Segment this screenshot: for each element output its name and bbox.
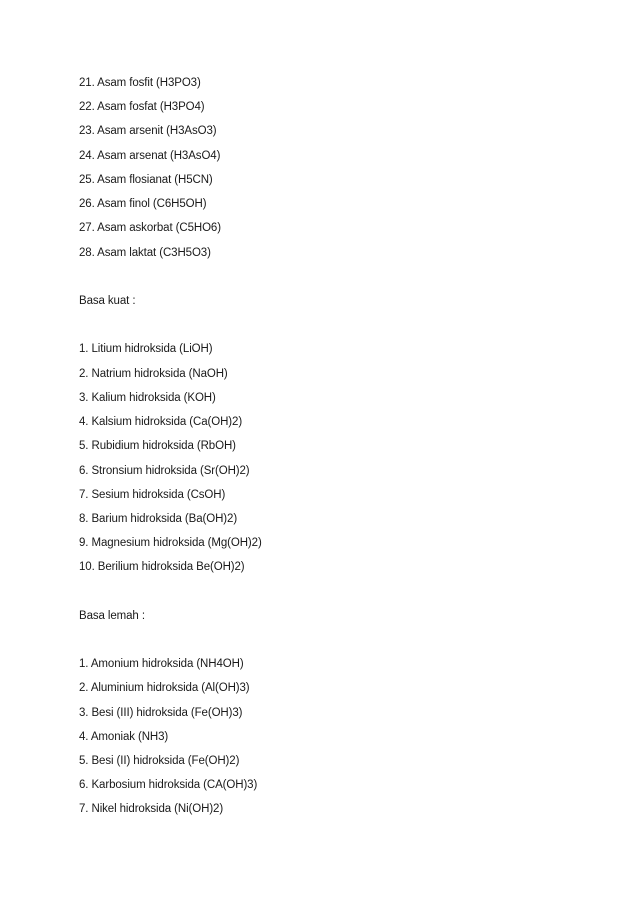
basa-lemah-item: 1. Amonium hidroksida (NH4OH) bbox=[79, 658, 244, 670]
basa-kuat-item: 6. Stronsium hidroksida (Sr(OH)2) bbox=[79, 465, 250, 477]
basa-kuat-item: 10. Berilium hidroksida Be(OH)2) bbox=[79, 561, 245, 573]
basa-kuat-item: 8. Barium hidroksida (Ba(OH)2) bbox=[79, 513, 238, 525]
asam-item: 27. Asam askorbat (C5HO6) bbox=[79, 222, 221, 234]
basa-lemah-item: 7. Nikel hidroksida (Ni(OH)2) bbox=[79, 803, 224, 815]
basa-lemah-item: 6. Karbosium hidroksida (CA(OH)3) bbox=[79, 779, 258, 791]
asam-item: 26. Asam finol (C6H5OH) bbox=[79, 198, 207, 210]
asam-item: 22. Asam fosfat (H3PO4) bbox=[79, 101, 205, 113]
basa-lemah-item: 4. Amoniak (NH3) bbox=[79, 731, 169, 743]
basa-kuat-item: 7. Sesium hidroksida (CsOH) bbox=[79, 489, 226, 501]
basa-lemah-item: 3. Besi (III) hidroksida (Fe(OH)3) bbox=[79, 707, 243, 719]
basa-kuat-item: 3. Kalium hidroksida (KOH) bbox=[79, 392, 216, 404]
basa-kuat-item: 5. Rubidium hidroksida (RbOH) bbox=[79, 440, 236, 452]
basa-lemah-heading: Basa lemah : bbox=[79, 610, 145, 622]
basa-kuat-heading: Basa kuat : bbox=[79, 295, 136, 307]
asam-item: 23. Asam arsenit (H3AsO3) bbox=[79, 125, 217, 137]
asam-item: 21. Asam fosfit (H3PO3) bbox=[79, 77, 201, 89]
basa-lemah-item: 5. Besi (II) hidroksida (Fe(OH)2) bbox=[79, 755, 240, 767]
basa-kuat-item: 2. Natrium hidroksida (NaOH) bbox=[79, 368, 228, 380]
basa-kuat-item: 4. Kalsium hidroksida (Ca(OH)2) bbox=[79, 416, 243, 428]
asam-item: 25. Asam flosianat (H5CN) bbox=[79, 174, 213, 186]
basa-lemah-item: 2. Aluminium hidroksida (Al(OH)3) bbox=[79, 682, 250, 694]
basa-kuat-item: 9. Magnesium hidroksida (Mg(OH)2) bbox=[79, 537, 262, 549]
asam-item: 28. Asam laktat (C3H5O3) bbox=[79, 247, 211, 259]
basa-kuat-item: 1. Litium hidroksida (LiOH) bbox=[79, 343, 213, 355]
asam-item: 24. Asam arsenat (H3AsO4) bbox=[79, 150, 221, 162]
